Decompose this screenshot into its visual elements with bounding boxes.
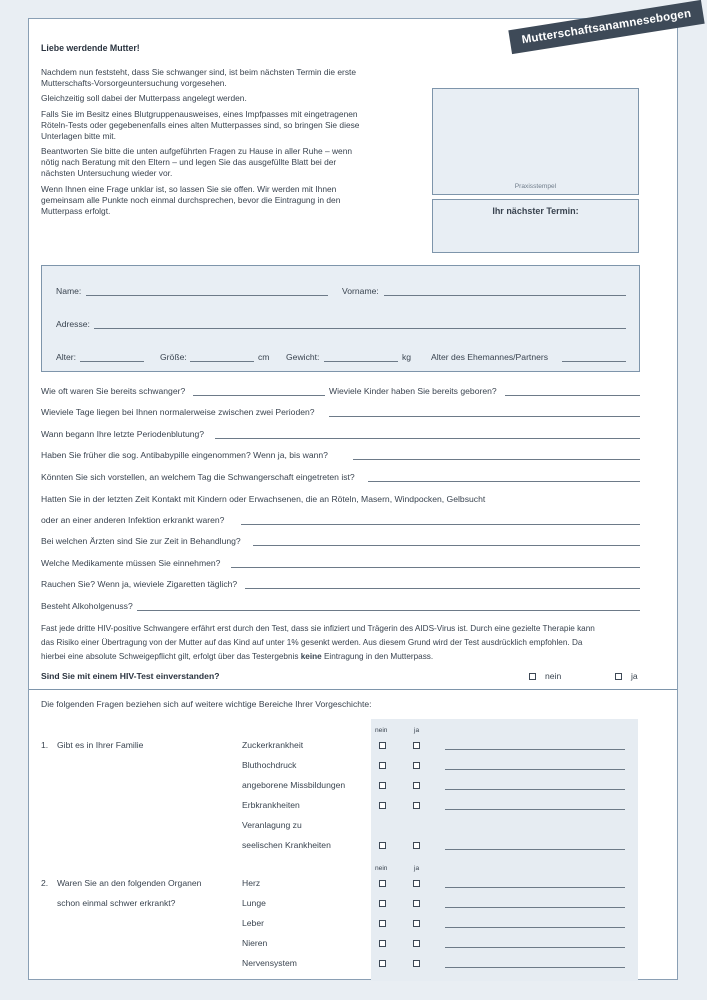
organ-item: Lunge [242,898,266,908]
name-field[interactable] [86,295,328,296]
family-item-ja-checkbox[interactable] [413,842,420,849]
question-smoking: Rauchen Sie? Wenn ja, wieviele Zigaretten täglich? [41,579,238,589]
section2-label: schon einmal schwer erkrankt? [57,898,176,908]
family-item-field[interactable] [445,809,625,810]
hiv-text-bold: keine [300,652,322,661]
intro-paragraph: Falls Sie im Besitz eines Blutgruppenausweises, eines Impfpasses mit eingetragenen Röteln-Tests oder gegebenenfalls eines alten Mutterpasses sind, so bringen Sie diese Unterlagen bitte mit. [41,108,360,141]
children-field[interactable] [505,395,640,396]
form-title-band: Mutterschaftsanamnesebogen [508,0,704,54]
question-pill: Haben Sie früher die sog. Antibabypille eingenommen? Wenn ja, bis wann? [41,450,328,460]
intro-paragraph: Nachdem nun feststeht, dass Sie schwanger sind, ist beim nächsten Termin die erste Mutterschafts-Vorsorgeuntersuchung vorgesehen. [41,67,356,89]
medication-field[interactable] [231,567,640,568]
organ-item-field[interactable] [445,907,625,908]
next-appointment-label: Ihr nächster Termin: [492,206,579,216]
organ-item-nein-checkbox[interactable] [379,900,386,907]
adresse-label: Adresse: [56,319,90,329]
practice-stamp-box [432,88,639,195]
family-item: Veranlagung zu [242,820,302,830]
question-contact: Hatten Sie in der letzten Zeit Kontakt mit Kindern oder Erwachsenen, die an Röteln, Masern, Windpocken, Gelbsucht [41,494,486,504]
alcohol-field[interactable] [137,610,640,611]
organ-item-field[interactable] [445,927,625,928]
organ-item-nein-checkbox[interactable] [379,880,386,887]
family-item: seelischen Krankheiten [242,840,331,850]
gewicht-field[interactable] [324,361,398,362]
section1-label: Gibt es in Ihrer Familie [57,740,144,750]
personal-data-box [41,265,640,372]
question-medication: Welche Medikamente müssen Sie einnehmen? [41,558,221,568]
organ-item-field[interactable] [445,967,625,968]
organ-item-field[interactable] [445,887,625,888]
next-appointment-box[interactable] [432,199,639,253]
infection-field[interactable] [241,524,640,525]
vorname-field[interactable] [384,295,626,296]
groesse-label: Größe: [160,352,187,362]
question-last-period: Wann begann Ihre letzte Periodenblutung? [41,429,205,439]
organ-item: Nervensystem [242,958,297,968]
col-nein-header: nein [375,727,388,734]
family-item-ja-checkbox[interactable] [413,782,420,789]
intro-text [41,67,367,221]
organ-item-nein-checkbox[interactable] [379,940,386,947]
intro-paragraph: Gleichzeitig soll dabei der Mutterpass angelegt werden. [41,93,247,104]
family-item-field[interactable] [445,789,625,790]
cm-unit: cm [258,352,270,362]
family-item-nein-checkbox[interactable] [379,762,386,769]
alter-label: Alter: [56,352,77,362]
question-conception-day: Könnten Sie sich vorstellen, an welchem Tag die Schwangerschaft eingetreten ist? [41,472,355,482]
partner-age-label: Alter des Ehemannes/Partners [431,352,549,362]
family-item-nein-checkbox[interactable] [379,842,386,849]
cycle-field[interactable] [329,416,640,417]
hiv-nein-checkbox[interactable] [529,673,536,680]
question-pregnancies: Wie oft waren Sie bereits schwanger? [41,386,186,396]
conception-day-field[interactable] [368,481,640,482]
section-divider [29,689,677,690]
organ-item: Herz [242,878,261,888]
hiv-ja-label: ja [631,671,638,681]
family-item: Erbkrankheiten [242,800,300,810]
organ-item: Nieren [242,938,268,948]
hiv-text-line: Fast jede dritte HIV-positive Schwangere erfährt erst durch den Test, dass sie infiziert und Trägerin des AIDS-Virus ist. Durch eine gezielte Therapie kann [41,624,595,633]
organ-item-ja-checkbox[interactable] [413,880,420,887]
col-ja-header: ja [414,727,420,734]
family-item-nein-checkbox[interactable] [379,742,386,749]
name-label: Name: [56,286,82,296]
hiv-question: Sind Sie mit einem HIV-Test einverstanden? [41,671,220,681]
family-item-ja-checkbox[interactable] [413,762,420,769]
kg-unit: kg [402,352,412,362]
organ-item-ja-checkbox[interactable] [413,920,420,927]
organ-item-ja-checkbox[interactable] [413,940,420,947]
hiv-ja-checkbox[interactable] [615,673,622,680]
partner-age-field[interactable] [562,361,626,362]
section2-label: Waren Sie an den folgenden Organen [57,878,202,888]
question-doctors: Bei welchen Ärzten sind Sie zur Zeit in Behandlung? [41,536,241,546]
family-item-field[interactable] [445,769,625,770]
last-period-field[interactable] [215,438,640,439]
groesse-field[interactable] [190,361,254,362]
checkbox-column-shading [371,719,638,981]
family-item: Bluthochdruck [242,760,297,770]
organ-item-ja-checkbox[interactable] [413,960,420,967]
family-item-ja-checkbox[interactable] [413,802,420,809]
form-sheet [28,7,693,980]
family-item: angeborene Missbildungen [242,780,346,790]
family-item-nein-checkbox[interactable] [379,802,386,809]
question-infection: oder an einer anderen Infektion erkrankt waren? [41,515,225,525]
section1-number: 1. [41,740,49,750]
history-intro: Die folgenden Fragen beziehen sich auf weitere wichtige Bereiche Ihrer Vorgeschichte: [41,699,372,709]
doctors-field[interactable] [253,545,640,546]
question-cycle: Wieviele Tage liegen bei Ihnen normalerweise zwischen zwei Perioden? [41,407,315,417]
family-item-ja-checkbox[interactable] [413,742,420,749]
gewicht-label: Gewicht: [286,352,320,362]
organ-item-nein-checkbox[interactable] [379,960,386,967]
family-item-field[interactable] [445,849,625,850]
organ-item-ja-checkbox[interactable] [413,900,420,907]
hiv-text-part: Eintragung in den Mutterpass. [321,652,434,661]
intro-paragraph: Beantworten Sie bitte die unten aufgeführten Fragen zu Hause in aller Ruhe – wenn nötig nach Beratung mit den Eltern – und legen Sie das ausgefüllte Blatt bei der nächsten Untersuchung wieder vor. [41,146,353,179]
adresse-field[interactable] [94,328,626,329]
intro-paragraph: Wenn Ihnen eine Frage unklar ist, so lassen Sie sie offen. Wir werden mit Ihnen gemeinsam alle Punkte noch einmal durchsprechen, bevor die Eintragung in den Mutterpass erfolgt. [41,183,341,216]
vorname-label: Vorname: [342,286,379,296]
organ-item: Leber [242,918,264,928]
hiv-text-line: das Risiko einer Übertragung von der Mutter auf das Kind auf unter 1% gesenkt werden. Aus diesem Grund wird der Test ausdrücklich empfohlen. Da [41,638,583,647]
stamp-label: Praxisstempel [514,183,557,190]
hiv-nein-label: nein [545,671,562,681]
family-item-nein-checkbox[interactable] [379,782,386,789]
col-ja-header: ja [414,865,420,872]
hiv-text-part: hierbei eine absolute Schweigepflicht gilt, erfolgt über das Testergebnis [41,652,301,661]
family-item: Zuckerkrankheit [242,740,304,750]
family-item-field[interactable] [445,749,625,750]
greeting: Liebe werdende Mutter! [41,43,140,53]
hiv-text-line [41,652,433,663]
organ-item-nein-checkbox[interactable] [379,920,386,927]
smoking-field[interactable] [245,588,640,589]
section2-number: 2. [41,878,49,888]
pill-field[interactable] [353,459,640,460]
question-children: Wieviele Kinder haben Sie bereits geboren? [329,386,497,396]
question-alcohol: Besteht Alkoholgenuss? [41,601,133,611]
pregnancies-field[interactable] [193,395,325,396]
alter-field[interactable] [80,361,144,362]
col-nein-header: nein [375,865,388,872]
organ-item-field[interactable] [445,947,625,948]
